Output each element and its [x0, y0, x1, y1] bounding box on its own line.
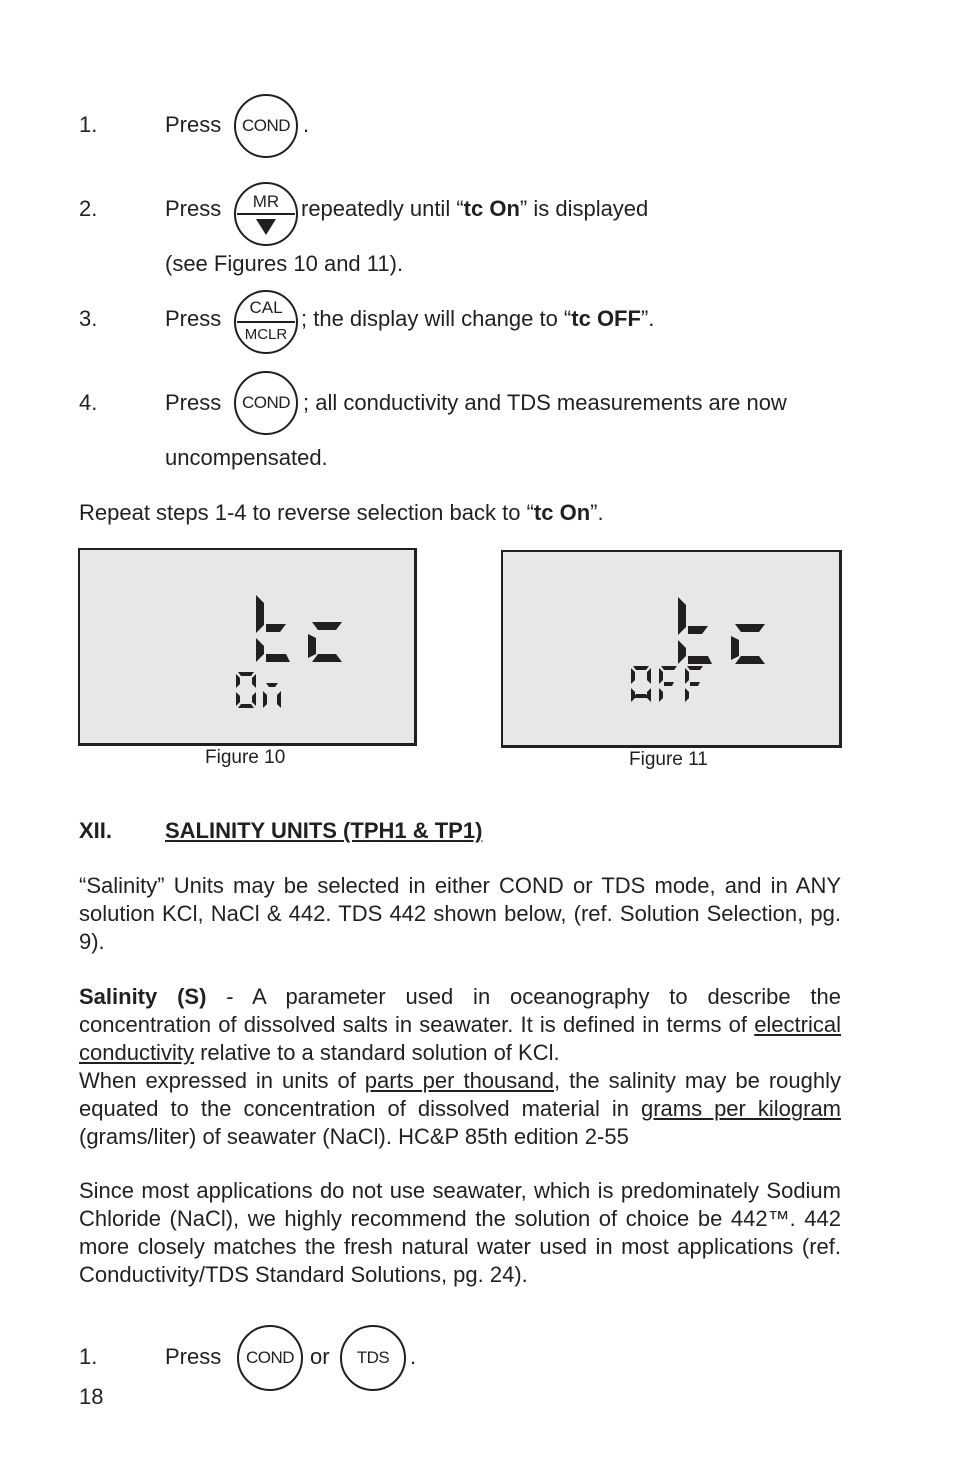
step-4-after: ; all conductivity and TDS measurements are now: [303, 390, 787, 415]
step-4-press: Press: [165, 390, 222, 415]
mr-down-key-icon: [234, 182, 298, 246]
figure-11-caption: Figure 11: [629, 749, 708, 770]
salinity-definition-paragraph: Salinity (S) - A parameter used in oceanography to describe the concentration of dissolved salts in seawater. It is defined in terms of electrical conductivity relative to a standard solution of KCl. When expressed in units of parts per thousand, the salinity may be roughly equated to the concentration of dissolved material in grams per kilogram (grams/liter) of seawater (NaCl). HC&P 85th edition 2-55: [79, 984, 842, 1149]
salinity-intro-paragraph: “Salinity” Units may be selected in either COND or TDS mode, and in ANY solution KCl, NaCl & 442. TDS 442 shown below, (ref. Solution Selection, pg. 9).: [79, 873, 841, 954]
cond-key-icon: [234, 94, 298, 158]
cal-mclr-key-icon: [234, 290, 298, 354]
down-arrow-icon: [256, 219, 276, 235]
bottom-step-or: or: [310, 1344, 330, 1369]
step-3-number: 3.: [79, 306, 98, 331]
page-number: 18: [79, 1384, 104, 1409]
cond-key-icon: [234, 371, 298, 435]
step-3-press: Press: [165, 306, 222, 331]
lcd-display-figure-11: [501, 550, 842, 748]
mclr-key-label: MCLR: [244, 326, 288, 343]
bottom-step-number: 1.: [79, 1344, 98, 1369]
step-3-after: ; the display will change to “tc OFF”.: [301, 306, 655, 331]
cal-key-label: CAL: [249, 298, 283, 317]
section-title: SALINITY UNITS (TPH1 & TP1): [165, 818, 483, 843]
tds-key-label: TDS: [356, 1348, 390, 1367]
step-4-number: 4.: [79, 390, 98, 415]
step-1-after: .: [303, 112, 310, 137]
bottom-step-after: .: [410, 1344, 417, 1369]
step-1-press: Press: [165, 112, 222, 137]
lcd-display-figure-10: [78, 548, 417, 746]
lcd-segments-tc-on: [80, 550, 414, 743]
repeat-instruction: Repeat steps 1-4 to reverse selection back to “tc On”.: [79, 500, 604, 525]
lcd-segments-tc-off: [503, 552, 839, 745]
step-2-number: 2.: [79, 196, 98, 221]
step-1-number: 1.: [79, 112, 98, 137]
cond-key-label: COND: [241, 116, 291, 135]
step-2-press: Press: [165, 196, 222, 221]
step-2-line2: (see Figures 10 and 11).: [165, 251, 404, 276]
bottom-step-press: Press: [165, 1344, 222, 1369]
cond-key-icon: [237, 1325, 303, 1391]
step-4-line2: uncompensated.: [165, 445, 328, 470]
solution-recommendation-paragraph: Since most applications do not use seawater, which is predominately Sodium Chloride (NaCl), we highly recommend the solution of choice be 442™. 442 more closely matches the fresh natural water used in most applications (ref. Conductivity/TDS Standard Solutions, pg. 24).: [79, 1178, 841, 1287]
cond-key-label: COND: [245, 1348, 295, 1367]
section-number: XII.: [79, 818, 113, 843]
tds-key-icon: [340, 1325, 406, 1391]
figure-10-caption: Figure 10: [205, 747, 286, 768]
mr-key-label: MR: [252, 192, 280, 211]
cond-key-label: COND: [241, 393, 291, 412]
step-2-after: repeatedly until “tc On” is displayed: [301, 196, 649, 221]
